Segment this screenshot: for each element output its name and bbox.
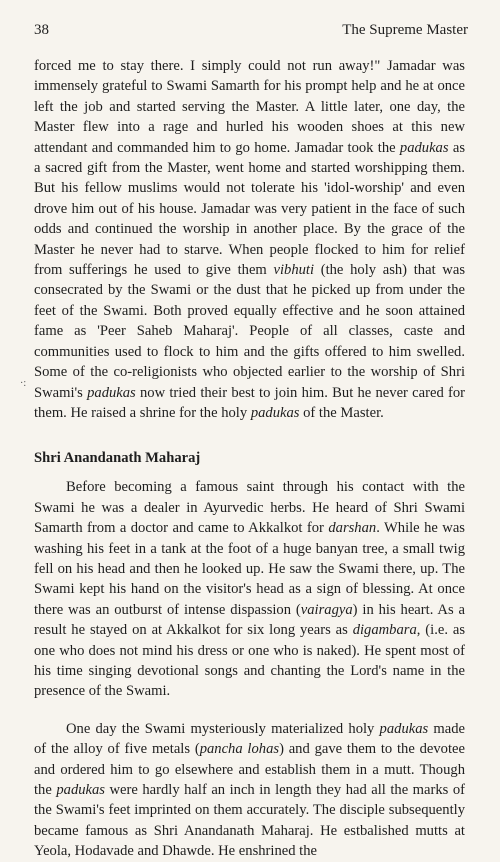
body-text: [34, 56, 465, 862]
paragraph-anandanath-intro: Before becoming a famous saint through his contact with the Swami he was a dealer in Ayurvedic herbs. He heard of Shri Swami Samarth from a doctor and came to Akkalkot for darshan. While he was washing his feet in a tank at the foot of a huge banyan tree, a small twig fell on his head and then he looked up. He saw the Swami there, up. The Swami kept his hand on the visitor's head as a sign of blessing. At once there was an outburst of intense dispassion (vairagya) in his heart. As a result he stayed on at Akkalkot for six long years as digambara, (i.e. as one who does not mind his dress or one who is naked). He spent most of his time singing devotional songs and chanting the Lord's name in the presence of the Swami.: [34, 479, 465, 700]
italic-term: vibhuti: [273, 262, 315, 279]
italic-term: digambara: [352, 622, 417, 639]
page-number: 38: [34, 22, 49, 38]
italic-term: padukas: [379, 720, 429, 737]
italic-term: darshan: [328, 520, 377, 537]
italic-term: vairagya: [300, 601, 353, 618]
italic-term: padukas: [399, 139, 449, 156]
italic-term: padukas: [87, 384, 136, 401]
running-head-title: The Supreme Master: [342, 22, 468, 38]
italic-term: padukas: [56, 782, 105, 798]
italic-term: padukas: [250, 404, 300, 421]
paragraph-padukas: One day the Swami mysteriously materialized holy padukas made of the alloy of five metals (pancha lohas) and gave them to the devotee and ordered him to go elsewhere and establish them in a mutt. Though the padukas were hardly half an inch in length they had all the marks of the Swami's feet imprinted on them accurately. The disciple subsequently became famous as Shri Anandanath Maharaj. He estbalished mutts at Yeola, Hodavade and Dhawde. He enshrined the: [34, 720, 466, 860]
section-heading: Shri Anandanath Maharaj: [34, 450, 201, 467]
stray-mark: ·:: [20, 378, 27, 389]
paragraph-jamadar: forced me to stay there. I simply could not run away!" Jamadar was immensely grateful to Swami Samarth for his prompt help and he at once left the job and started serving the Master. A little later, one day, the Master flew into a rage and hurled his wooden shoes at this new attendant and commanded him to go home. Jamadar took the padukas as a sacred gift from the Master, went home and started worshipping them. But his fellow muslims would not tolerate his 'idol-worship' and even drove him out of his house. Jamadar was very patient in the face of such odds and continued the worship in another place. By the grace of the Master he never had to starve. When people flocked to him for relief from sufferings he used to give them vibhuti (the holy ash) that was consecrated by the Swami or the dust that he picked up from under the feet of the Swami. Both proved equally effective and he soon attained fame as 'Peer Saheb Maharaj'. People of all classes, caste and communities used to flock to him and the gifts offered to him swelled. Some of the co-religionists who objected earlier to the worship of Shri Swami's padukas now tried their best to join him. But he never cared for them. He raised a shrine for the holy padukas of the Master.: [34, 58, 466, 421]
italic-term: pancha lohas: [199, 741, 280, 758]
